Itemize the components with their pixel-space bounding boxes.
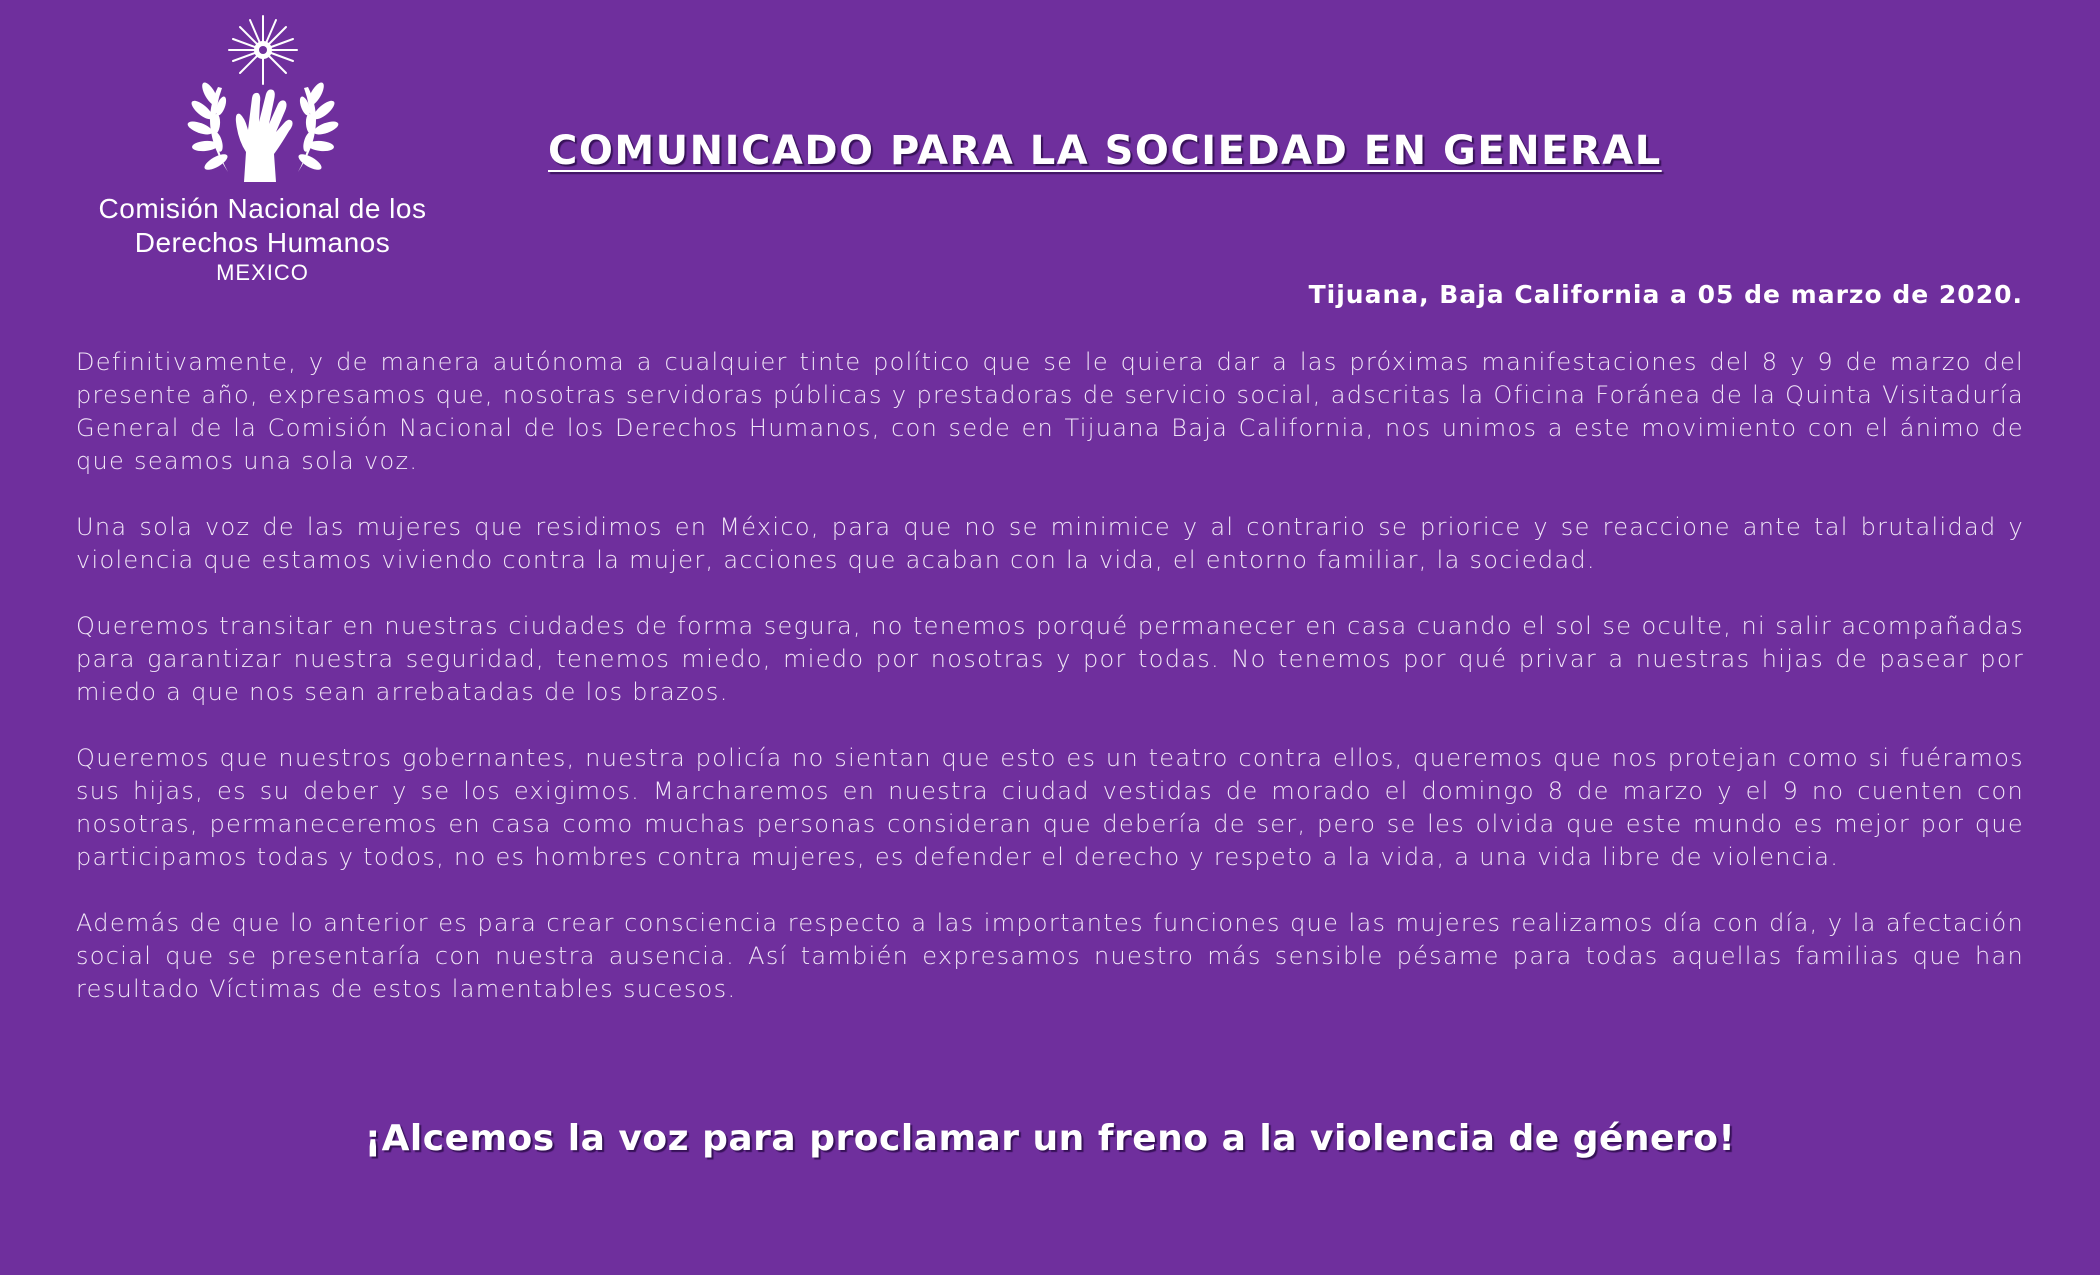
paragraph-3: Queremos transitar en nuestras ciudades de forma segura, no tenemos porqué permanecer en casa cuando el sol se oculte, ni salir acompañadas para garantizar nuestra seguridad, tenemos miedo, miedo por nosotras y por todas. No tenemos por qué privar a nuestras hijas de pasear por miedo a que nos sean arrebatadas de los brazos. xyxy=(76,612,2024,706)
paragraph-1: Definitivamente, y de manera autónoma a cualquier tinte político que se le quiera dar a las próximas manifestaciones del 8 y 9 de marzo del presente año, expresamos que, nosotras servidoras públicas y prestadoras de servicio social, adscritas la Oficina Foránea de la Quinta Visitaduría General de la Comisión Nacional de los Derechos Humanos, con sede en Tijuana Baja California, nos unimos a este movimiento con el ánimo de que seamos una sola voz. xyxy=(76,348,2024,475)
closing-slogan: ¡Alcemos la voz para proclamar un freno a la violencia de género! xyxy=(364,1118,1736,1159)
cndh-emblem-icon xyxy=(158,12,368,192)
paragraph-4: Queremos que nuestros gobernantes, nuestra policía no sientan que esto es un teatro contra ellos, queremos que nos protejan como si fuéramos sus hijas, es su deber y se los exigimos. Marcharemos en nuestra ciudad vestidas de morado el domingo 8 de marzo y el 9 no cuenten con nosotras, permaneceremos en casa como muchas personas consideran que debería de ser, pero se les olvida que este mundo es mejor por que participamos todas y todos, no es hombres contra mujeres, es defender el derecho y respeto a la vida, a una vida libre de violencia. xyxy=(76,744,2024,871)
paragraph-5: Además de que lo anterior es para crear consciencia respecto a las importantes funciones que las mujeres realizamos día con día, y la afectación social que se presentaría con nuestra ausencia. Así también expresamos nuestro más sensible pésame para todas aquellas familias que han resultado Víctimas de estos lamentables sucesos. xyxy=(76,909,2024,1003)
date-line: Tijuana, Baja California a 05 de marzo de 2020. xyxy=(1308,280,2023,309)
paragraph-2: Una sola voz de las mujeres que residimos en México, para que no se minimice y al contrario se priorice y se reaccione ante tal brutalidad y violencia que estamos viviendo contra la mujer, acciones que acaban con la vida, el entorno familiar, la sociedad. xyxy=(76,513,2024,574)
logo-line-2: Derechos Humanos xyxy=(134,227,391,258)
logo-line-3: MEXICO xyxy=(216,260,309,285)
logo-line-1: Comisión Nacional de los xyxy=(98,193,427,224)
communique-body xyxy=(76,346,2024,1039)
page-title: COMUNICADO PARA LA SOCIEDAD EN GENERAL xyxy=(548,128,1662,174)
cndh-logo xyxy=(70,12,455,302)
